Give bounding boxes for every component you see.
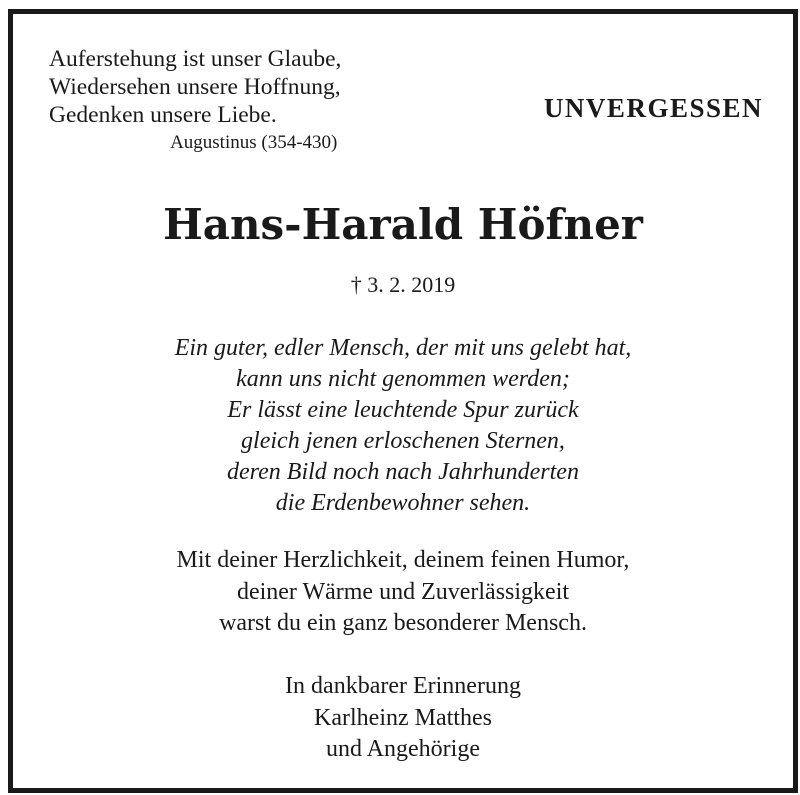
tribute-line: warst du ein ganz besonderer Mensch. xyxy=(219,610,587,636)
augustinus-quote xyxy=(49,45,341,155)
poem-line: die Erdenbewohner sehen. xyxy=(275,490,531,516)
quote-line: Wiedersehen unsere Hoffnung, xyxy=(49,74,341,100)
tribute-line: Mit deiner Herzlichkeit, deinem feinen Humor, xyxy=(176,547,630,573)
unvergessen-heading: UNVERGESSEN xyxy=(543,93,763,123)
quote-author: Augustinus (354-430) xyxy=(170,132,338,153)
mourner-name: Karlheinz Matthes xyxy=(314,704,492,731)
tribute-line: deiner Wärme und Zuverlässigkeit xyxy=(236,578,570,605)
signature-block xyxy=(13,671,793,766)
poem-line: kann uns nicht genommen werden; xyxy=(236,366,570,392)
poem-line: deren Bild noch nach Jahrhunderten xyxy=(227,459,579,485)
quote-line: Gedenken unsere Liebe. xyxy=(49,102,277,128)
closing-line: In dankbarer Erinnerung xyxy=(285,673,521,699)
obituary-notice xyxy=(8,9,798,793)
poem-line: Er lässt eine leuchtende Spur zurück xyxy=(227,397,579,423)
quote-line: Auferstehung ist unser Glaube, xyxy=(49,46,342,72)
poem-line: gleich jenen erloschenen Sternen, xyxy=(241,428,565,454)
poem-line: Ein guter, edler Mensch, der mit uns gelebt hat, xyxy=(174,335,632,361)
memorial-poem xyxy=(13,333,793,519)
closing-line: und Angehörige xyxy=(326,736,480,762)
death-date: † 3. 2. 2019 xyxy=(350,272,456,297)
deceased-name: Hans-Harald Höfner xyxy=(163,200,643,249)
personal-tribute xyxy=(13,545,793,640)
